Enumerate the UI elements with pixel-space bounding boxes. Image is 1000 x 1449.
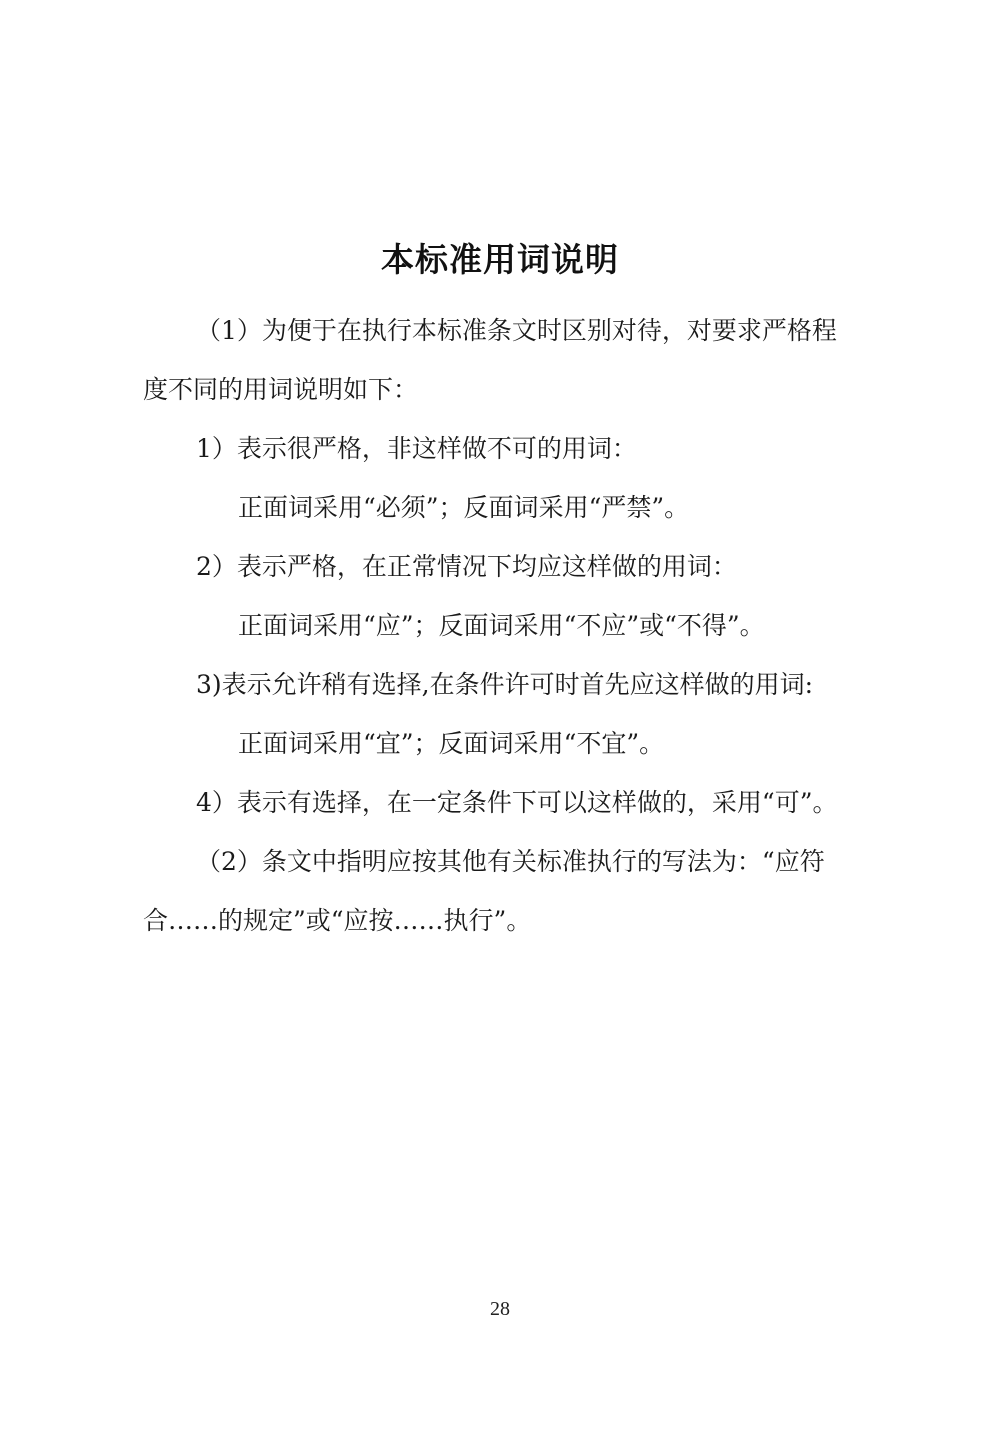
paragraph-2-line-1: （2）条文中指明应按其他有关标准执行的写法为：“应符 — [196, 847, 825, 876]
item-1-detail: 正面词采用“必须”；反面词采用“严禁”。 — [238, 493, 690, 522]
page-number: 28 — [490, 1298, 510, 1320]
paragraph-1-line-1: （1）为便于在执行本标准条文时区别对待，对要求严格程 — [196, 316, 837, 345]
item-2-detail: 正面词采用“应”；反面词采用“不应”或“不得”。 — [238, 611, 765, 640]
item-4-label: 4）表示有选择，在一定条件下可以这样做的，采用“可”。 — [196, 788, 838, 817]
item-3-detail: 正面词采用“宜”；反面词采用“不宜”。 — [238, 729, 665, 758]
paragraph-1-line-2: 度不同的用词说明如下： — [143, 375, 419, 404]
page-title: 本标准用词说明 — [381, 240, 619, 279]
item-1-label: 1）表示很严格，非这样做不可的用词： — [196, 434, 637, 463]
item-2-label: 2）表示严格，在正常情况下均应这样做的用词： — [196, 552, 737, 581]
item-3-label: 3)表示允许稍有选择,在条件许可时首先应这样做的用词: — [196, 670, 814, 699]
paragraph-2-line-2: 合……的规定”或“应按……执行”。 — [143, 906, 532, 935]
